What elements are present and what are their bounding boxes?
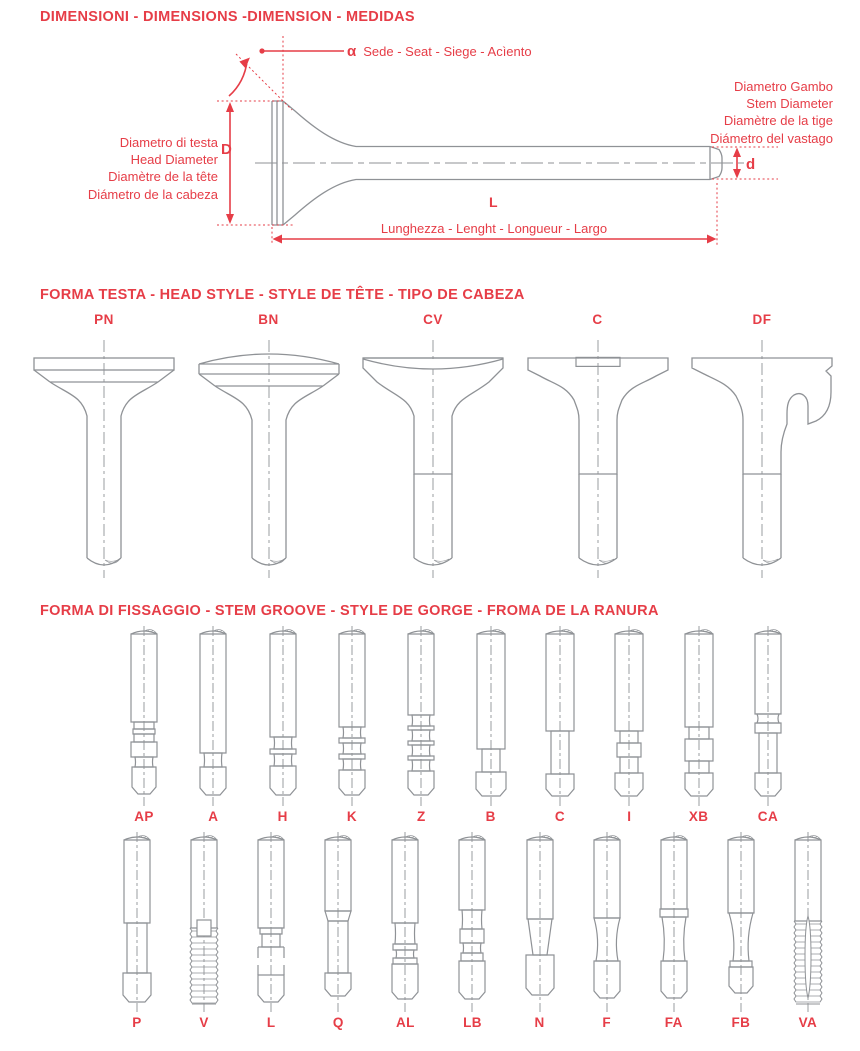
- head-style-section: [0, 287, 860, 603]
- head-style-title: FORMA TESTA - HEAD STYLE - STYLE DE TÊTE - TIPO DE CABEZA: [40, 287, 525, 303]
- stem-code-label: CA: [757, 809, 779, 824]
- stem-code-label: AP: [134, 809, 154, 824]
- stem-groove-figure-XB: [667, 626, 731, 827]
- head-drawing-DF: [682, 332, 842, 582]
- stem-code-label: C: [554, 809, 566, 824]
- head-style-figure-BN: [189, 312, 349, 582]
- stem-code-label: Q: [332, 1015, 344, 1030]
- stem-groove-figure-K: [320, 626, 384, 827]
- stem-drawing: [181, 626, 245, 808]
- stem-code-label: N: [534, 1015, 545, 1030]
- stem-drawing: [440, 832, 504, 1014]
- dim-L: L: [489, 194, 498, 210]
- stem-code-label: V: [199, 1015, 209, 1030]
- stem-groove-row-2: [0, 832, 860, 1033]
- stem-drawing: [320, 626, 384, 808]
- stem-code-label: XB: [688, 809, 709, 824]
- stem-drawing: [459, 626, 523, 808]
- stem-drawing: [239, 832, 303, 1014]
- stem-groove-figure-FA: [642, 832, 706, 1033]
- dimensions-title: DIMENSIONI - DIMENSIONS -DIMENSION - MEDIDAS: [40, 9, 415, 25]
- head-code-label: CV: [423, 312, 443, 327]
- seat-label: Sede - Seat - Siege - Acìento: [363, 44, 532, 59]
- stem-drawing: [776, 832, 840, 1014]
- stem-groove-figure-P: [105, 832, 169, 1033]
- stem-groove-figure-VA: [776, 832, 840, 1033]
- stem-groove-figure-N: [508, 832, 572, 1033]
- stem-groove-figure-A: [181, 626, 245, 827]
- stem-groove-figure-FB: [709, 832, 773, 1033]
- stem-drawing: [508, 832, 572, 1014]
- stem-code-label: Z: [416, 809, 426, 824]
- stem-drawing: [736, 626, 800, 808]
- stem-code-label: I: [627, 809, 632, 824]
- head-style-figure-CV: [353, 312, 513, 582]
- stem-drawing: [597, 626, 661, 808]
- dim-d: d: [746, 156, 756, 173]
- stem-drawing: [172, 832, 236, 1014]
- stem-groove-figure-V: [172, 832, 236, 1033]
- alpha-symbol: α: [347, 43, 357, 60]
- stem-drawing: [373, 832, 437, 1014]
- stem-groove-row-1: [0, 626, 860, 827]
- stem-drawing: [528, 626, 592, 808]
- stem-groove-figure-B: [459, 626, 523, 827]
- stem-groove-section: [0, 603, 860, 1051]
- stem-code-label: VA: [798, 1015, 818, 1030]
- stem-groove-figure-LB: [440, 832, 504, 1033]
- stem-groove-figure-F: [575, 832, 639, 1033]
- stem-groove-figure-H: [251, 626, 315, 827]
- head-diameter-label: Diametro di testa Head Diameter Diamètre de la tête Diámetro de la cabeza: [87, 135, 218, 202]
- stem-code-label: LB: [463, 1015, 482, 1030]
- dim-D: D: [221, 141, 232, 158]
- stem-drawing: [306, 832, 370, 1014]
- stem-code-label: L: [266, 1015, 276, 1030]
- stem-drawing: [389, 626, 453, 808]
- stem-code-label: FA: [664, 1015, 683, 1030]
- stem-diameter-label: Diametro Gambo Stem Diameter Diamètre de la tige Diámetro del vastago: [710, 79, 833, 146]
- head-code-label: BN: [258, 312, 279, 327]
- stem-drawing: [642, 832, 706, 1014]
- stem-drawing: [709, 832, 773, 1014]
- seat-angle-annotation: [229, 48, 344, 96]
- stem-code-label: H: [277, 809, 288, 824]
- stem-groove-figure-L: [239, 832, 303, 1033]
- head-code-label: DF: [752, 312, 772, 327]
- stem-groove-figure-AP: [112, 626, 176, 827]
- stem-code-label: P: [132, 1015, 142, 1030]
- stem-drawing: [667, 626, 731, 808]
- head-diameter-arrow: [226, 102, 234, 224]
- stem-groove-figure-Z: [389, 626, 453, 827]
- stem-code-label: F: [602, 1015, 611, 1030]
- stem-groove-figure-CA: [736, 626, 800, 827]
- stem-code-label: AL: [395, 1015, 415, 1030]
- stem-groove-figure-Q: [306, 832, 370, 1033]
- stem-code-label: K: [346, 809, 358, 824]
- head-style-figure-DF: [682, 312, 842, 582]
- stem-code-label: B: [485, 809, 496, 824]
- head-style-figure-PN: [24, 312, 184, 582]
- head-drawing-C: [518, 332, 678, 582]
- head-style-row: [0, 312, 860, 582]
- stem-drawing: [105, 832, 169, 1014]
- stem-groove-figure-AL: [373, 832, 437, 1033]
- head-code-label: PN: [94, 312, 114, 327]
- length-label: Lunghezza - Lenght - Longueur - Largo: [380, 221, 608, 236]
- stem-drawing: [575, 832, 639, 1014]
- head-code-label: C: [592, 312, 603, 327]
- head-drawing-CV: [353, 332, 513, 582]
- stem-code-label: FB: [731, 1015, 751, 1030]
- dimensions-section: [0, 0, 860, 270]
- head-style-figure-C: [518, 312, 678, 582]
- stem-drawing: [112, 626, 176, 808]
- seat-label-row: [347, 43, 532, 60]
- head-drawing-BN: [189, 332, 349, 582]
- stem-groove-title: FORMA DI FISSAGGIO - STEM GROOVE - STYLE DE GORGE - FROMA DE LA RANURA: [40, 603, 659, 619]
- stem-groove-figure-I: [597, 626, 661, 827]
- stem-groove-figure-C: [528, 626, 592, 827]
- stem-code-label: A: [208, 809, 219, 824]
- stem-drawing: [251, 626, 315, 808]
- head-drawing-PN: [24, 332, 184, 582]
